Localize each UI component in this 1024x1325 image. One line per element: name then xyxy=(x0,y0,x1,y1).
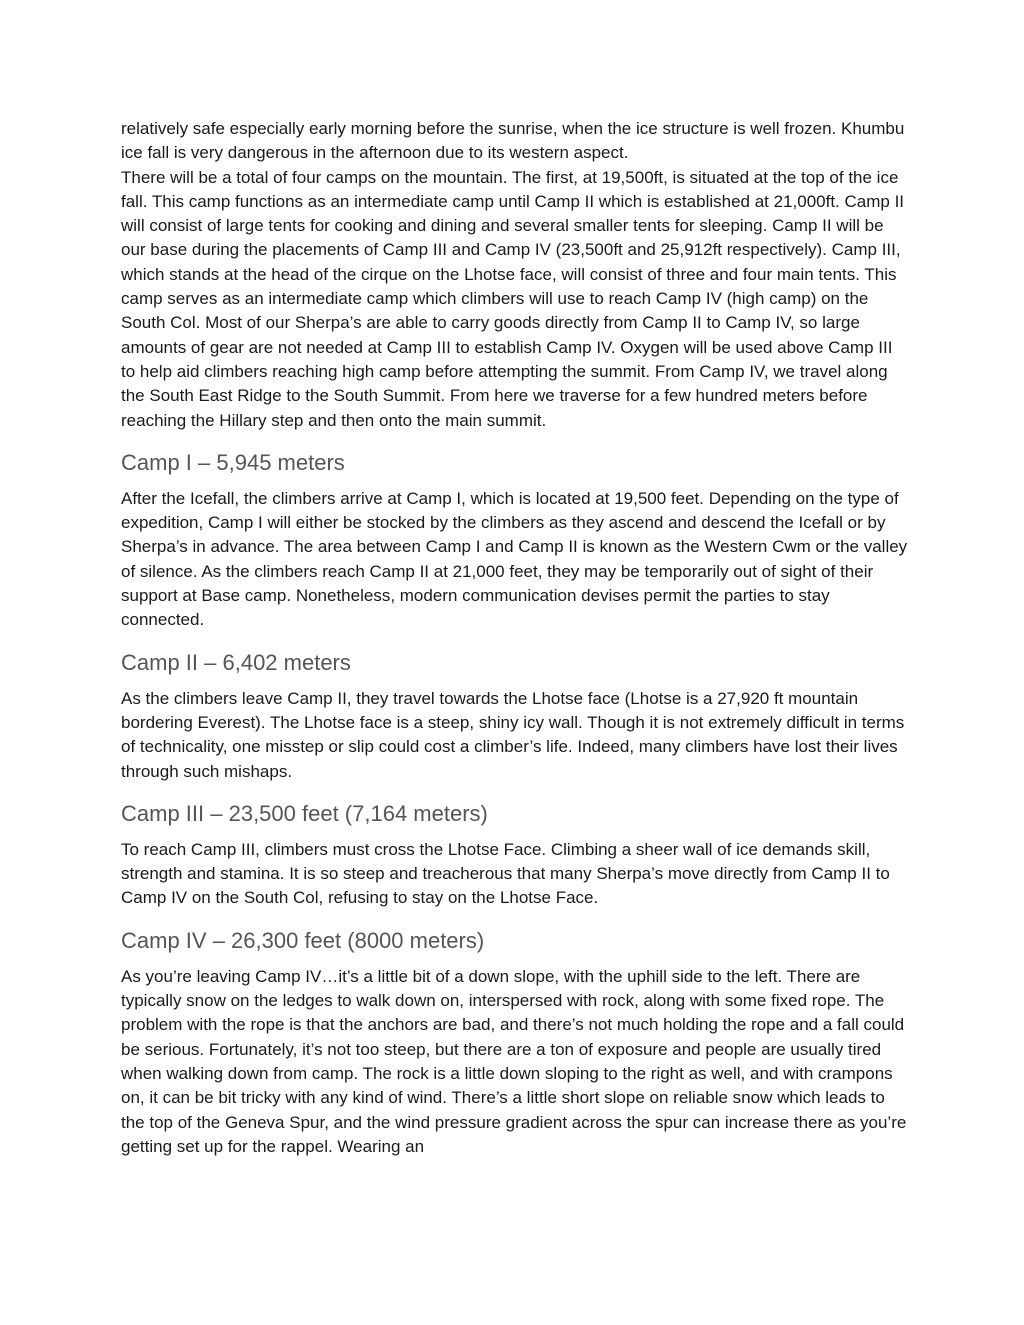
section-body-camp-4: As you’re leaving Camp IV…it’s a little bit of a down slope, with the uphill side to the left. There are typically snow on the ledges to walk down on, interspersed with rock, along with some fixed rope. The problem with the rope is that the anchors are bad, and there’s not much holding the rope and a fall could be serious. Fortunately, it’s not too steep, but there are a ton of exposure and people are usually tired when walking down from camp. The rock is a little down sloping to the right as well, and with crampons on, it can be bit tricky with any kind of wind. There’s a little short slope on reliable snow which leads to the top of the Geneva Spur, and the wind pressure gradient across the spur can increase there as you’re getting set up for the rappel. Wearing an xyxy=(121,966,907,1156)
section-body-camp-2: As the climbers leave Camp II, they travel towards the Lhotse face (Lhotse is a 27,920 ft mountain bordering Everest). The Lhotse face is a steep, shiny icy wall. Though it is not extremely difficult in terms of technicality, one misstep or slip could cost a climber’s life. Indeed, many climbers have lost their lives through such mishaps. xyxy=(121,688,905,781)
section-body-camp-1: After the Icefall, the climbers arrive at Camp I, which is located at 19,500 feet. Depending on the type of expedition, Camp I will either be stocked by the climbers as they ascend and descend the Icefall or by Sherpa’s in advance. The area between Camp I and Camp II is known as the Western Cwm or the valley of silence. As the climbers reach Camp II at 21,000 feet, they may be temporarily out of sight of their support at Base camp. Nonetheless, modern communication devises permit the parties to stay connected. xyxy=(121,488,908,630)
intro-paragraph-1: relatively safe especially early morning before the sunrise, when the ice structure is well frozen. Khumbu ice fall is very dangerous in the afternoon due to its western aspect. xyxy=(121,119,905,163)
intro-paragraph-2: There will be a total of four camps on the mountain. The first, at 19,500ft, is situated at the top of the ice fall. This camp functions as an intermediate camp until Camp II which is established at 21,000ft. Camp II will consist of large tents for cooking and dining and several smaller tents for sleeping. Camp II will be our base during the placements of Camp III and Camp IV (23,500ft and 25,912ft respectively). Camp III, which stands at the head of the cirque on the Lhotse face, will consist of three and four main tents. This camp serves as an intermediate camp which climbers will use to reach Camp IV (high camp) on the South Col. Most of our Sherpa’s are able to carry goods directly from Camp II to Camp IV, so large amounts of gear are not needed at Camp III to establish Camp IV. Oxygen will be used above Camp III to help aid climbers reaching high camp before attempting the summit. From Camp IV, we travel along the South East Ridge to the South Summit. From here we traverse for a few hundred meters before reaching the Hillary step and then onto the main summit. xyxy=(121,167,905,430)
document-page xyxy=(121,117,911,1159)
section-heading-camp-2: Camp II – 6,402 meters xyxy=(121,649,351,675)
section-heading-camp-3: Camp III – 23,500 feet (7,164 meters) xyxy=(121,800,488,826)
section-heading-camp-4: Camp IV – 26,300 feet (8000 meters) xyxy=(121,927,485,953)
section-heading-camp-1: Camp I – 5,945 meters xyxy=(121,449,345,475)
section-body-camp-3: To reach Camp III, climbers must cross the Lhotse Face. Climbing a sheer wall of ice demands skill, strength and stamina. It is so steep and treacherous that many Sherpa’s move directly from Camp II to Camp IV on the South Col, refusing to stay on the Lhotse Face. xyxy=(121,839,890,908)
